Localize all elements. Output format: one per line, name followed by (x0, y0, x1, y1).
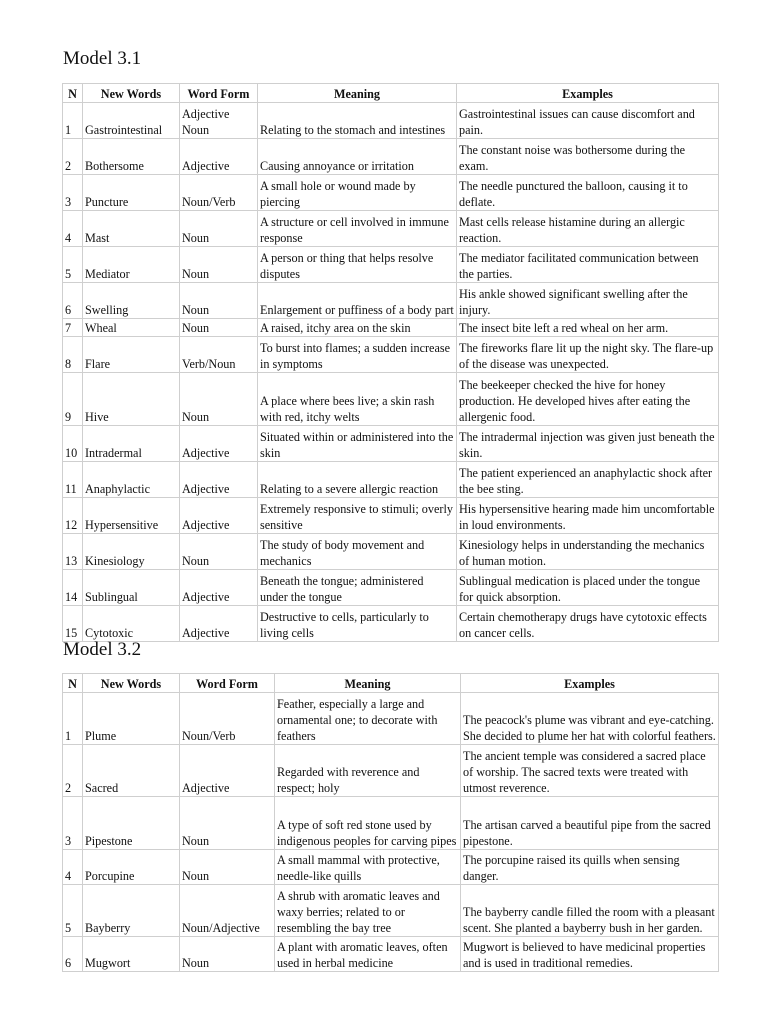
meaning-cell: The study of body movement and mechanics (258, 534, 457, 570)
table-row (63, 175, 719, 211)
header-new-words: New Words (83, 84, 180, 103)
word-form-cell: Noun (180, 797, 275, 850)
word-form-cell: Adjective (180, 498, 258, 534)
word-form-cell: Verb/Noun (180, 337, 258, 373)
example-cell: The needle punctured the balloon, causing it to deflate. (457, 175, 719, 211)
row-number-cell: 7 (63, 319, 83, 337)
header-meaning: Meaning (275, 674, 461, 693)
example-cell: His ankle showed significant swelling after the injury. (457, 283, 719, 319)
meaning-cell: A plant with aromatic leaves, often used in herbal medicine (275, 937, 461, 972)
new-word-cell: Wheal (83, 319, 180, 337)
example-cell: Certain chemotherapy drugs have cytotoxic effects on cancer cells. (457, 606, 719, 642)
header-n: N (63, 84, 83, 103)
row-number-cell: 2 (63, 139, 83, 175)
word-form-cell: Noun (180, 283, 258, 319)
row-number-cell: 5 (63, 247, 83, 283)
example-cell: Sublingual medication is placed under the tongue for quick absorption. (457, 570, 719, 606)
row-number-cell: 10 (63, 426, 83, 462)
word-form-cell: Noun (180, 319, 258, 337)
model-3-2-heading: Model 3.2 (63, 639, 142, 660)
row-number-cell: 9 (63, 373, 83, 426)
new-word-cell: Sacred (83, 745, 180, 797)
new-word-cell: Bayberry (83, 885, 180, 937)
new-word-cell: Bothersome (83, 139, 180, 175)
row-number-cell: 15 (63, 606, 83, 642)
row-number-cell: 3 (63, 175, 83, 211)
example-cell: The bayberry candle filled the room with a pleasant scent. She planted a bayberry bush in her garden. (461, 885, 719, 937)
model-3-1-heading: Model 3.1 (63, 48, 142, 69)
header-meaning: Meaning (258, 84, 457, 103)
table-row (63, 498, 719, 534)
new-word-cell: Puncture (83, 175, 180, 211)
example-cell: The ancient temple was considered a sacred place of worship. The sacred texts were treated with utmost reverence. (461, 745, 719, 797)
table-row (63, 534, 719, 570)
table-row (63, 745, 719, 797)
example-cell: The insect bite left a red wheal on her arm. (457, 319, 719, 337)
meaning-cell: A shrub with aromatic leaves and waxy berries; related to or resembling the bay tree (275, 885, 461, 937)
word-form-cell: Noun (180, 247, 258, 283)
meaning-cell: A raised, itchy area on the skin (258, 319, 457, 337)
table-row (63, 247, 719, 283)
new-word-cell: Flare (83, 337, 180, 373)
table-row (63, 426, 719, 462)
table-row (63, 797, 719, 850)
table-header-row (63, 674, 719, 693)
table-row (63, 693, 719, 745)
word-form-cell: Noun (180, 850, 275, 885)
table-row (63, 937, 719, 972)
meaning-cell: Relating to a severe allergic reaction (258, 462, 457, 498)
meaning-cell: A place where bees live; a skin rash with red, itchy welts (258, 373, 457, 426)
word-form-cell: Adjective (180, 745, 275, 797)
word-form-cell: Adjective Noun (180, 103, 258, 139)
word-form-cell: Noun (180, 534, 258, 570)
example-cell: Kinesiology helps in understanding the mechanics of human motion. (457, 534, 719, 570)
new-word-cell: Sublingual (83, 570, 180, 606)
meaning-cell: A type of soft red stone used by indigenous peoples for carving pipes (275, 797, 461, 850)
example-cell: The beekeeper checked the hive for honey production. He developed hives after eating the allergenic food. (457, 373, 719, 426)
vocabulary-table-model-3-1 (62, 83, 719, 642)
row-number-cell: 13 (63, 534, 83, 570)
table-body (63, 103, 719, 642)
row-number-cell: 1 (63, 693, 83, 745)
example-cell: Mugwort is believed to have medicinal properties and is used in traditional remedies. (461, 937, 719, 972)
table-row (63, 283, 719, 319)
word-form-cell: Noun/Verb (180, 175, 258, 211)
new-word-cell: Pipestone (83, 797, 180, 850)
table-row (63, 570, 719, 606)
row-number-cell: 4 (63, 850, 83, 885)
example-cell: The constant noise was bothersome during the exam. (457, 139, 719, 175)
new-word-cell: Gastrointestinal (83, 103, 180, 139)
word-form-cell: Adjective (180, 462, 258, 498)
row-number-cell: 6 (63, 283, 83, 319)
table-row (63, 211, 719, 247)
word-form-cell: Noun (180, 373, 258, 426)
new-word-cell: Swelling (83, 283, 180, 319)
row-number-cell: 2 (63, 745, 83, 797)
row-number-cell: 8 (63, 337, 83, 373)
table-row (63, 139, 719, 175)
meaning-cell: Situated within or administered into the skin (258, 426, 457, 462)
row-number-cell: 1 (63, 103, 83, 139)
example-cell: The peacock's plume was vibrant and eye-catching. She decided to plume her hat with colorful feathers. (461, 693, 719, 745)
example-cell: Mast cells release histamine during an allergic reaction. (457, 211, 719, 247)
word-form-cell: Noun (180, 211, 258, 247)
row-number-cell: 11 (63, 462, 83, 498)
example-cell: The intradermal injection was given just beneath the skin. (457, 426, 719, 462)
new-word-cell: Anaphylactic (83, 462, 180, 498)
meaning-cell: Feather, especially a large and ornamental one; to decorate with feathers (275, 693, 461, 745)
meaning-cell: A person or thing that helps resolve disputes (258, 247, 457, 283)
table-row (63, 103, 719, 139)
meaning-cell: To burst into flames; a sudden increase in symptoms (258, 337, 457, 373)
row-number-cell: 4 (63, 211, 83, 247)
header-word-form: Word Form (180, 84, 258, 103)
new-word-cell: Mediator (83, 247, 180, 283)
header-word-form: Word Form (180, 674, 275, 693)
vocabulary-table-model-3-2 (62, 673, 719, 972)
header-new-words: New Words (83, 674, 180, 693)
example-cell: His hypersensitive hearing made him uncomfortable in loud environments. (457, 498, 719, 534)
new-word-cell: Mugwort (83, 937, 180, 972)
header-examples: Examples (457, 84, 719, 103)
example-cell: The patient experienced an anaphylactic shock after the bee sting. (457, 462, 719, 498)
new-word-cell: Hive (83, 373, 180, 426)
meaning-cell: A small hole or wound made by piercing (258, 175, 457, 211)
new-word-cell: Mast (83, 211, 180, 247)
meaning-cell: Causing annoyance or irritation (258, 139, 457, 175)
new-word-cell: Cytotoxic (83, 606, 180, 642)
meaning-cell: Regarded with reverence and respect; holy (275, 745, 461, 797)
meaning-cell: A small mammal with protective, needle-like quills (275, 850, 461, 885)
row-number-cell: 6 (63, 937, 83, 972)
row-number-cell: 3 (63, 797, 83, 850)
word-form-cell: Adjective (180, 606, 258, 642)
header-n: N (63, 674, 83, 693)
new-word-cell: Hypersensitive (83, 498, 180, 534)
new-word-cell: Kinesiology (83, 534, 180, 570)
table-row (63, 373, 719, 426)
table-row (63, 885, 719, 937)
row-number-cell: 14 (63, 570, 83, 606)
table-row (63, 850, 719, 885)
table-row (63, 606, 719, 642)
word-form-cell: Noun (180, 937, 275, 972)
meaning-cell: Beneath the tongue; administered under the tongue (258, 570, 457, 606)
example-cell: The mediator facilitated communication between the parties. (457, 247, 719, 283)
word-form-cell: Noun/Verb (180, 693, 275, 745)
meaning-cell: Enlargement or puffiness of a body part (258, 283, 457, 319)
example-cell: Gastrointestinal issues can cause discomfort and pain. (457, 103, 719, 139)
word-form-cell: Adjective (180, 570, 258, 606)
new-word-cell: Plume (83, 693, 180, 745)
meaning-cell: A structure or cell involved in immune response (258, 211, 457, 247)
example-cell: The artisan carved a beautiful pipe from the sacred pipestone. (461, 797, 719, 850)
word-form-cell: Adjective (180, 426, 258, 462)
example-cell: The fireworks flare lit up the night sky. The flare-up of the disease was unexpected. (457, 337, 719, 373)
meaning-cell: Extremely responsive to stimuli; overly sensitive (258, 498, 457, 534)
example-cell: The porcupine raised its quills when sensing danger. (461, 850, 719, 885)
table-row (63, 337, 719, 373)
header-examples: Examples (461, 674, 719, 693)
new-word-cell: Intradermal (83, 426, 180, 462)
new-word-cell: Porcupine (83, 850, 180, 885)
table-header-row (63, 84, 719, 103)
meaning-cell: Relating to the stomach and intestines (258, 103, 457, 139)
row-number-cell: 12 (63, 498, 83, 534)
table-row (63, 319, 719, 337)
table-body (63, 693, 719, 972)
word-form-cell: Noun/Adjective (180, 885, 275, 937)
meaning-cell: Destructive to cells, particularly to living cells (258, 606, 457, 642)
word-form-cell: Adjective (180, 139, 258, 175)
table-row (63, 462, 719, 498)
row-number-cell: 5 (63, 885, 83, 937)
